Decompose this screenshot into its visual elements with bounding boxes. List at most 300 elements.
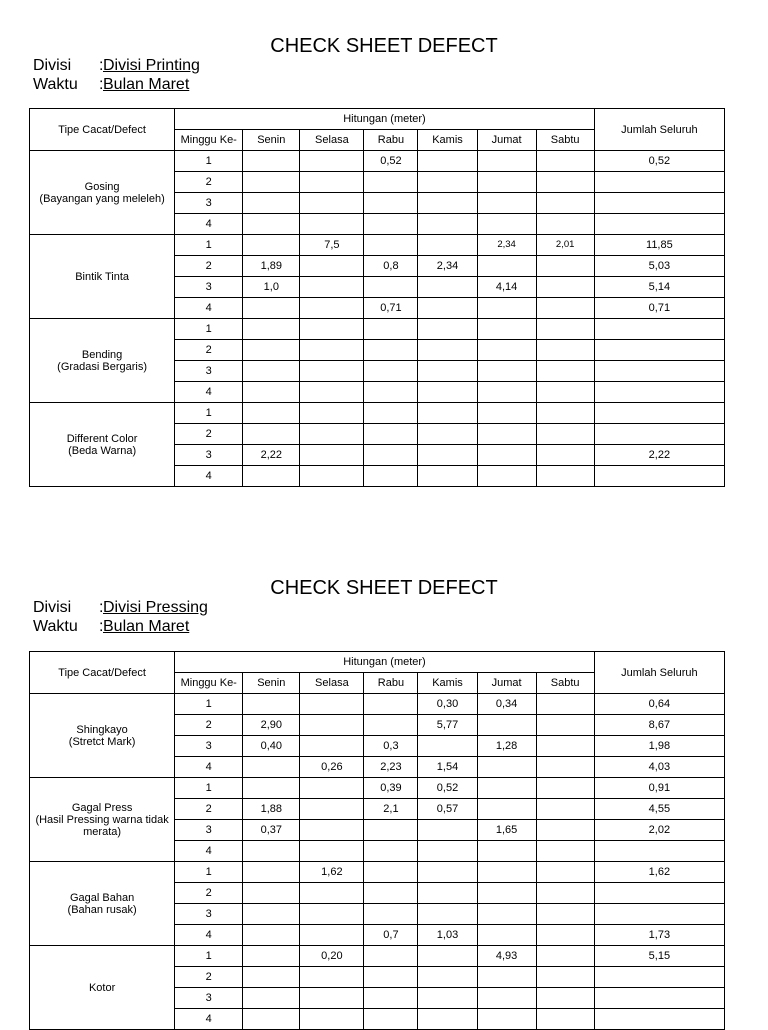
selasa-cell	[300, 361, 364, 382]
rabu-cell: 2,1	[364, 799, 418, 820]
selasa-cell	[300, 256, 364, 277]
sabtu-cell	[536, 736, 594, 757]
total-cell	[594, 1009, 724, 1030]
jumat-cell	[477, 172, 536, 193]
week-cell: 3	[175, 904, 243, 925]
total-cell: 5,14	[594, 277, 724, 298]
selasa-cell	[300, 988, 364, 1009]
sabtu-cell	[536, 151, 594, 172]
waktu-colon: :	[99, 76, 104, 93]
kamis-cell	[418, 151, 477, 172]
kamis-cell	[418, 424, 477, 445]
kamis-cell	[418, 382, 477, 403]
sabtu-cell	[536, 256, 594, 277]
kamis-cell	[418, 1009, 477, 1030]
kamis-cell	[418, 820, 477, 841]
sheet-title: CHECK SHEET DEFECT	[270, 35, 498, 57]
defect-type-line: Bending	[81, 348, 123, 361]
kamis-cell	[418, 319, 477, 340]
kamis-cell	[418, 445, 477, 466]
kamis-cell	[418, 172, 477, 193]
total-cell: 11,85	[594, 235, 724, 256]
header-group-cell: Hitungan (meter)	[175, 652, 595, 673]
senin-cell	[243, 361, 300, 382]
defect-type-line: Shingkayo	[76, 723, 128, 736]
senin-cell	[243, 946, 300, 967]
senin-cell	[243, 382, 300, 403]
table-row	[30, 151, 725, 172]
sabtu-cell	[536, 361, 594, 382]
senin-cell	[243, 1009, 300, 1030]
total-cell	[594, 424, 724, 445]
selasa-cell	[300, 883, 364, 904]
sabtu-cell	[536, 403, 594, 424]
selasa-cell	[300, 1009, 364, 1030]
selasa-cell	[300, 214, 364, 235]
defect-type-line: (Bahan rusak)	[67, 903, 137, 916]
kamis-cell	[418, 214, 477, 235]
total-cell	[594, 214, 724, 235]
total-cell: 2,22	[594, 445, 724, 466]
week-cell: 2	[175, 967, 243, 988]
header-total-cell: Jumlah Seluruh	[594, 109, 724, 151]
total-cell: 8,67	[594, 715, 724, 736]
senin-cell: 0,40	[243, 736, 300, 757]
jumat-cell	[477, 466, 536, 487]
jumat-cell: 2,34	[477, 235, 536, 256]
sabtu-cell	[536, 319, 594, 340]
selasa-cell	[300, 298, 364, 319]
senin-cell	[243, 967, 300, 988]
defect-table	[29, 108, 725, 487]
senin-cell: 0,37	[243, 820, 300, 841]
selasa-cell	[300, 445, 364, 466]
total-cell: 0,52	[594, 151, 724, 172]
table-row	[30, 235, 725, 256]
total-cell	[594, 883, 724, 904]
rabu-cell	[364, 340, 418, 361]
jumat-cell	[477, 967, 536, 988]
defect-type-cell	[30, 946, 175, 1030]
selasa-cell	[300, 841, 364, 862]
total-cell: 1,98	[594, 736, 724, 757]
kamis-cell	[418, 466, 477, 487]
week-cell: 4	[175, 298, 243, 319]
kamis-cell: 5,77	[418, 715, 477, 736]
header-subcol-cell: Senin	[243, 130, 300, 151]
total-cell: 5,15	[594, 946, 724, 967]
rabu-cell	[364, 862, 418, 883]
defect-type-line: (Beda Warna)	[68, 444, 137, 457]
sabtu-cell	[536, 904, 594, 925]
header-subcol-cell: Kamis	[418, 673, 477, 694]
senin-cell	[243, 862, 300, 883]
rabu-cell	[364, 403, 418, 424]
week-cell: 2	[175, 799, 243, 820]
jumat-cell	[477, 778, 536, 799]
week-cell: 3	[175, 193, 243, 214]
rabu-cell: 0,52	[364, 151, 418, 172]
jumat-cell	[477, 799, 536, 820]
week-cell: 2	[175, 172, 243, 193]
rabu-cell	[364, 382, 418, 403]
rabu-cell	[364, 235, 418, 256]
header-subcol-cell: Jumat	[477, 673, 536, 694]
selasa-cell	[300, 904, 364, 925]
senin-cell	[243, 988, 300, 1009]
rabu-cell	[364, 172, 418, 193]
total-cell	[594, 193, 724, 214]
header-subcol-cell: Rabu	[364, 130, 418, 151]
header-subcol-cell: Rabu	[364, 673, 418, 694]
divisi-row	[33, 56, 200, 75]
sabtu-cell: 2,01	[536, 235, 594, 256]
selasa-cell: 7,5	[300, 235, 364, 256]
sabtu-cell	[536, 925, 594, 946]
jumat-cell	[477, 151, 536, 172]
sheet-meta	[33, 598, 208, 636]
rabu-cell	[364, 319, 418, 340]
senin-cell: 1,89	[243, 256, 300, 277]
senin-cell	[243, 841, 300, 862]
jumat-cell	[477, 757, 536, 778]
selasa-cell	[300, 403, 364, 424]
kamis-cell: 1,54	[418, 757, 477, 778]
jumat-cell	[477, 403, 536, 424]
senin-cell	[243, 466, 300, 487]
rabu-cell	[364, 193, 418, 214]
senin-cell: 2,90	[243, 715, 300, 736]
week-cell: 2	[175, 883, 243, 904]
senin-cell	[243, 298, 300, 319]
total-cell	[594, 466, 724, 487]
table-row	[30, 862, 725, 883]
defect-type-cell	[30, 862, 175, 946]
waktu-row	[33, 75, 200, 94]
jumat-cell: 4,14	[477, 277, 536, 298]
total-cell	[594, 988, 724, 1009]
week-cell: 1	[175, 694, 243, 715]
rabu-cell: 0,8	[364, 256, 418, 277]
week-cell: 1	[175, 946, 243, 967]
selasa-cell	[300, 694, 364, 715]
total-cell	[594, 967, 724, 988]
sheet-title: CHECK SHEET DEFECT	[270, 577, 498, 599]
selasa-cell	[300, 319, 364, 340]
header-row-top	[30, 109, 725, 130]
week-cell: 4	[175, 925, 243, 946]
sabtu-cell	[536, 883, 594, 904]
waktu-label: Waktu	[33, 76, 78, 93]
defect-type-line: (Bayangan yang meleleh)	[39, 192, 165, 205]
jumat-cell: 1,28	[477, 736, 536, 757]
week-cell: 3	[175, 988, 243, 1009]
header-subcol-cell: Minggu Ke-	[175, 130, 243, 151]
jumat-cell	[477, 256, 536, 277]
week-cell: 4	[175, 757, 243, 778]
senin-cell	[243, 757, 300, 778]
kamis-cell: 1,03	[418, 925, 477, 946]
week-cell: 3	[175, 445, 243, 466]
week-cell: 2	[175, 424, 243, 445]
senin-cell	[243, 340, 300, 361]
week-cell: 4	[175, 382, 243, 403]
kamis-cell	[418, 736, 477, 757]
kamis-cell	[418, 862, 477, 883]
total-cell: 0,91	[594, 778, 724, 799]
senin-cell	[243, 235, 300, 256]
total-cell: 4,55	[594, 799, 724, 820]
jumat-cell	[477, 340, 536, 361]
jumat-cell	[477, 298, 536, 319]
selasa-cell	[300, 820, 364, 841]
selasa-cell	[300, 967, 364, 988]
header-total-cell: Jumlah Seluruh	[594, 652, 724, 694]
sabtu-cell	[536, 946, 594, 967]
jumat-cell: 0,34	[477, 694, 536, 715]
week-cell: 2	[175, 715, 243, 736]
header-subcol-cell: Minggu Ke-	[175, 673, 243, 694]
divisi-colon: :	[99, 599, 104, 616]
rabu-cell: 2,23	[364, 757, 418, 778]
kamis-cell	[418, 904, 477, 925]
sabtu-cell	[536, 277, 594, 298]
sabtu-cell	[536, 757, 594, 778]
header-subcol-cell: Jumat	[477, 130, 536, 151]
header-row-top	[30, 652, 725, 673]
week-cell: 4	[175, 466, 243, 487]
sabtu-cell	[536, 799, 594, 820]
total-cell	[594, 361, 724, 382]
header-group-cell: Hitungan (meter)	[175, 109, 595, 130]
sabtu-cell	[536, 214, 594, 235]
rabu-cell	[364, 841, 418, 862]
rabu-cell	[364, 694, 418, 715]
senin-cell	[243, 193, 300, 214]
jumat-cell	[477, 841, 536, 862]
jumat-cell	[477, 715, 536, 736]
week-cell: 3	[175, 820, 243, 841]
table-row	[30, 778, 725, 799]
jumat-cell: 1,65	[477, 820, 536, 841]
rabu-cell	[364, 361, 418, 382]
rabu-cell	[364, 988, 418, 1009]
jumat-cell	[477, 193, 536, 214]
jumat-cell	[477, 862, 536, 883]
senin-cell	[243, 319, 300, 340]
rabu-cell	[364, 715, 418, 736]
rabu-cell	[364, 445, 418, 466]
header-subcol-cell: Selasa	[300, 130, 364, 151]
total-cell: 2,02	[594, 820, 724, 841]
defect-type-line: Bintik Tinta	[75, 270, 129, 283]
table-row	[30, 319, 725, 340]
sabtu-cell	[536, 298, 594, 319]
selasa-cell	[300, 172, 364, 193]
waktu-colon: :	[99, 618, 104, 635]
total-cell: 5,03	[594, 256, 724, 277]
defect-type-line: Gagal Bahan	[69, 891, 135, 904]
jumat-cell	[477, 883, 536, 904]
kamis-cell	[418, 841, 477, 862]
kamis-cell	[418, 361, 477, 382]
selasa-cell	[300, 715, 364, 736]
rabu-cell	[364, 946, 418, 967]
header-type-cell: Tipe Cacat/Defect	[30, 109, 175, 151]
defect-type-line: Gosing	[84, 180, 120, 193]
selasa-cell	[300, 382, 364, 403]
senin-cell: 1,88	[243, 799, 300, 820]
week-cell: 1	[175, 862, 243, 883]
rabu-cell	[364, 277, 418, 298]
rabu-cell	[364, 904, 418, 925]
defect-type-cell	[30, 151, 175, 235]
header-subcol-cell: Senin	[243, 673, 300, 694]
sabtu-cell	[536, 967, 594, 988]
defect-type-cell	[30, 319, 175, 403]
selasa-cell	[300, 778, 364, 799]
total-cell	[594, 904, 724, 925]
senin-cell	[243, 778, 300, 799]
total-cell: 1,62	[594, 862, 724, 883]
sabtu-cell	[536, 172, 594, 193]
waktu-label: Waktu	[33, 618, 78, 635]
waktu-row	[33, 617, 208, 636]
defect-type-line: Gagal Press	[71, 801, 133, 814]
week-cell: 2	[175, 256, 243, 277]
defect-type-line: Different Color	[66, 432, 138, 445]
table-row	[30, 403, 725, 424]
sabtu-cell	[536, 445, 594, 466]
header-subcol-cell: Sabtu	[536, 130, 594, 151]
defect-type-cell	[30, 235, 175, 319]
kamis-cell: 0,52	[418, 778, 477, 799]
rabu-cell	[364, 967, 418, 988]
defect-type-line: (Gradasi Bergaris)	[57, 360, 148, 373]
selasa-cell	[300, 925, 364, 946]
week-cell: 3	[175, 361, 243, 382]
jumat-cell	[477, 382, 536, 403]
total-cell	[594, 382, 724, 403]
divisi-label: Divisi	[33, 599, 72, 616]
total-cell	[594, 172, 724, 193]
kamis-cell	[418, 298, 477, 319]
senin-cell: 1,0	[243, 277, 300, 298]
selasa-cell: 0,20	[300, 946, 364, 967]
senin-cell	[243, 925, 300, 946]
selasa-cell	[300, 799, 364, 820]
jumat-cell	[477, 214, 536, 235]
rabu-cell	[364, 883, 418, 904]
kamis-cell	[418, 340, 477, 361]
senin-cell	[243, 172, 300, 193]
senin-cell	[243, 151, 300, 172]
sabtu-cell	[536, 778, 594, 799]
divisi-value: Divisi Pressing	[103, 599, 208, 616]
rabu-cell	[364, 466, 418, 487]
week-cell: 1	[175, 319, 243, 340]
senin-cell	[243, 694, 300, 715]
waktu-value: Bulan Maret	[103, 618, 190, 635]
total-cell: 1,73	[594, 925, 724, 946]
selasa-cell	[300, 340, 364, 361]
rabu-cell	[364, 214, 418, 235]
week-cell: 4	[175, 1009, 243, 1030]
defect-type-cell	[30, 694, 175, 778]
jumat-cell	[477, 445, 536, 466]
jumat-cell	[477, 925, 536, 946]
kamis-cell: 0,30	[418, 694, 477, 715]
divisi-value: Divisi Printing	[103, 57, 200, 74]
rabu-cell: 0,7	[364, 925, 418, 946]
rabu-cell	[364, 1009, 418, 1030]
jumat-cell	[477, 361, 536, 382]
senin-cell: 2,22	[243, 445, 300, 466]
sabtu-cell	[536, 715, 594, 736]
sabtu-cell	[536, 820, 594, 841]
sabtu-cell	[536, 466, 594, 487]
sabtu-cell	[536, 988, 594, 1009]
jumat-cell	[477, 424, 536, 445]
sabtu-cell	[536, 841, 594, 862]
sabtu-cell	[536, 424, 594, 445]
defect-type-cell	[30, 778, 175, 862]
defect-type-cell	[30, 403, 175, 487]
senin-cell	[243, 904, 300, 925]
rabu-cell	[364, 424, 418, 445]
sabtu-cell	[536, 193, 594, 214]
sabtu-cell	[536, 340, 594, 361]
senin-cell	[243, 403, 300, 424]
kamis-cell	[418, 235, 477, 256]
senin-cell	[243, 214, 300, 235]
defect-type-line: (Hasil Pressing warna tidak merata)	[35, 813, 169, 838]
total-cell	[594, 403, 724, 424]
week-cell: 3	[175, 736, 243, 757]
divisi-label: Divisi	[33, 57, 72, 74]
week-cell: 1	[175, 403, 243, 424]
selasa-cell: 0,26	[300, 757, 364, 778]
table-row	[30, 694, 725, 715]
kamis-cell	[418, 946, 477, 967]
divisi-row	[33, 598, 208, 617]
defect-table	[29, 651, 725, 1030]
table-row	[30, 946, 725, 967]
week-cell: 4	[175, 841, 243, 862]
header-subcol-cell: Kamis	[418, 130, 477, 151]
sabtu-cell	[536, 694, 594, 715]
jumat-cell	[477, 988, 536, 1009]
sabtu-cell	[536, 1009, 594, 1030]
divisi-colon: :	[99, 57, 104, 74]
kamis-cell	[418, 277, 477, 298]
total-cell	[594, 841, 724, 862]
total-cell	[594, 340, 724, 361]
defect-type-line: (Stretct Mark)	[68, 735, 136, 748]
kamis-cell	[418, 403, 477, 424]
week-cell: 3	[175, 277, 243, 298]
header-type-cell: Tipe Cacat/Defect	[30, 652, 175, 694]
rabu-cell	[364, 820, 418, 841]
selasa-cell	[300, 277, 364, 298]
sabtu-cell	[536, 862, 594, 883]
total-cell	[594, 319, 724, 340]
kamis-cell	[418, 883, 477, 904]
total-cell: 0,71	[594, 298, 724, 319]
week-cell: 1	[175, 235, 243, 256]
kamis-cell	[418, 967, 477, 988]
defect-type-line: Kotor	[88, 981, 116, 994]
